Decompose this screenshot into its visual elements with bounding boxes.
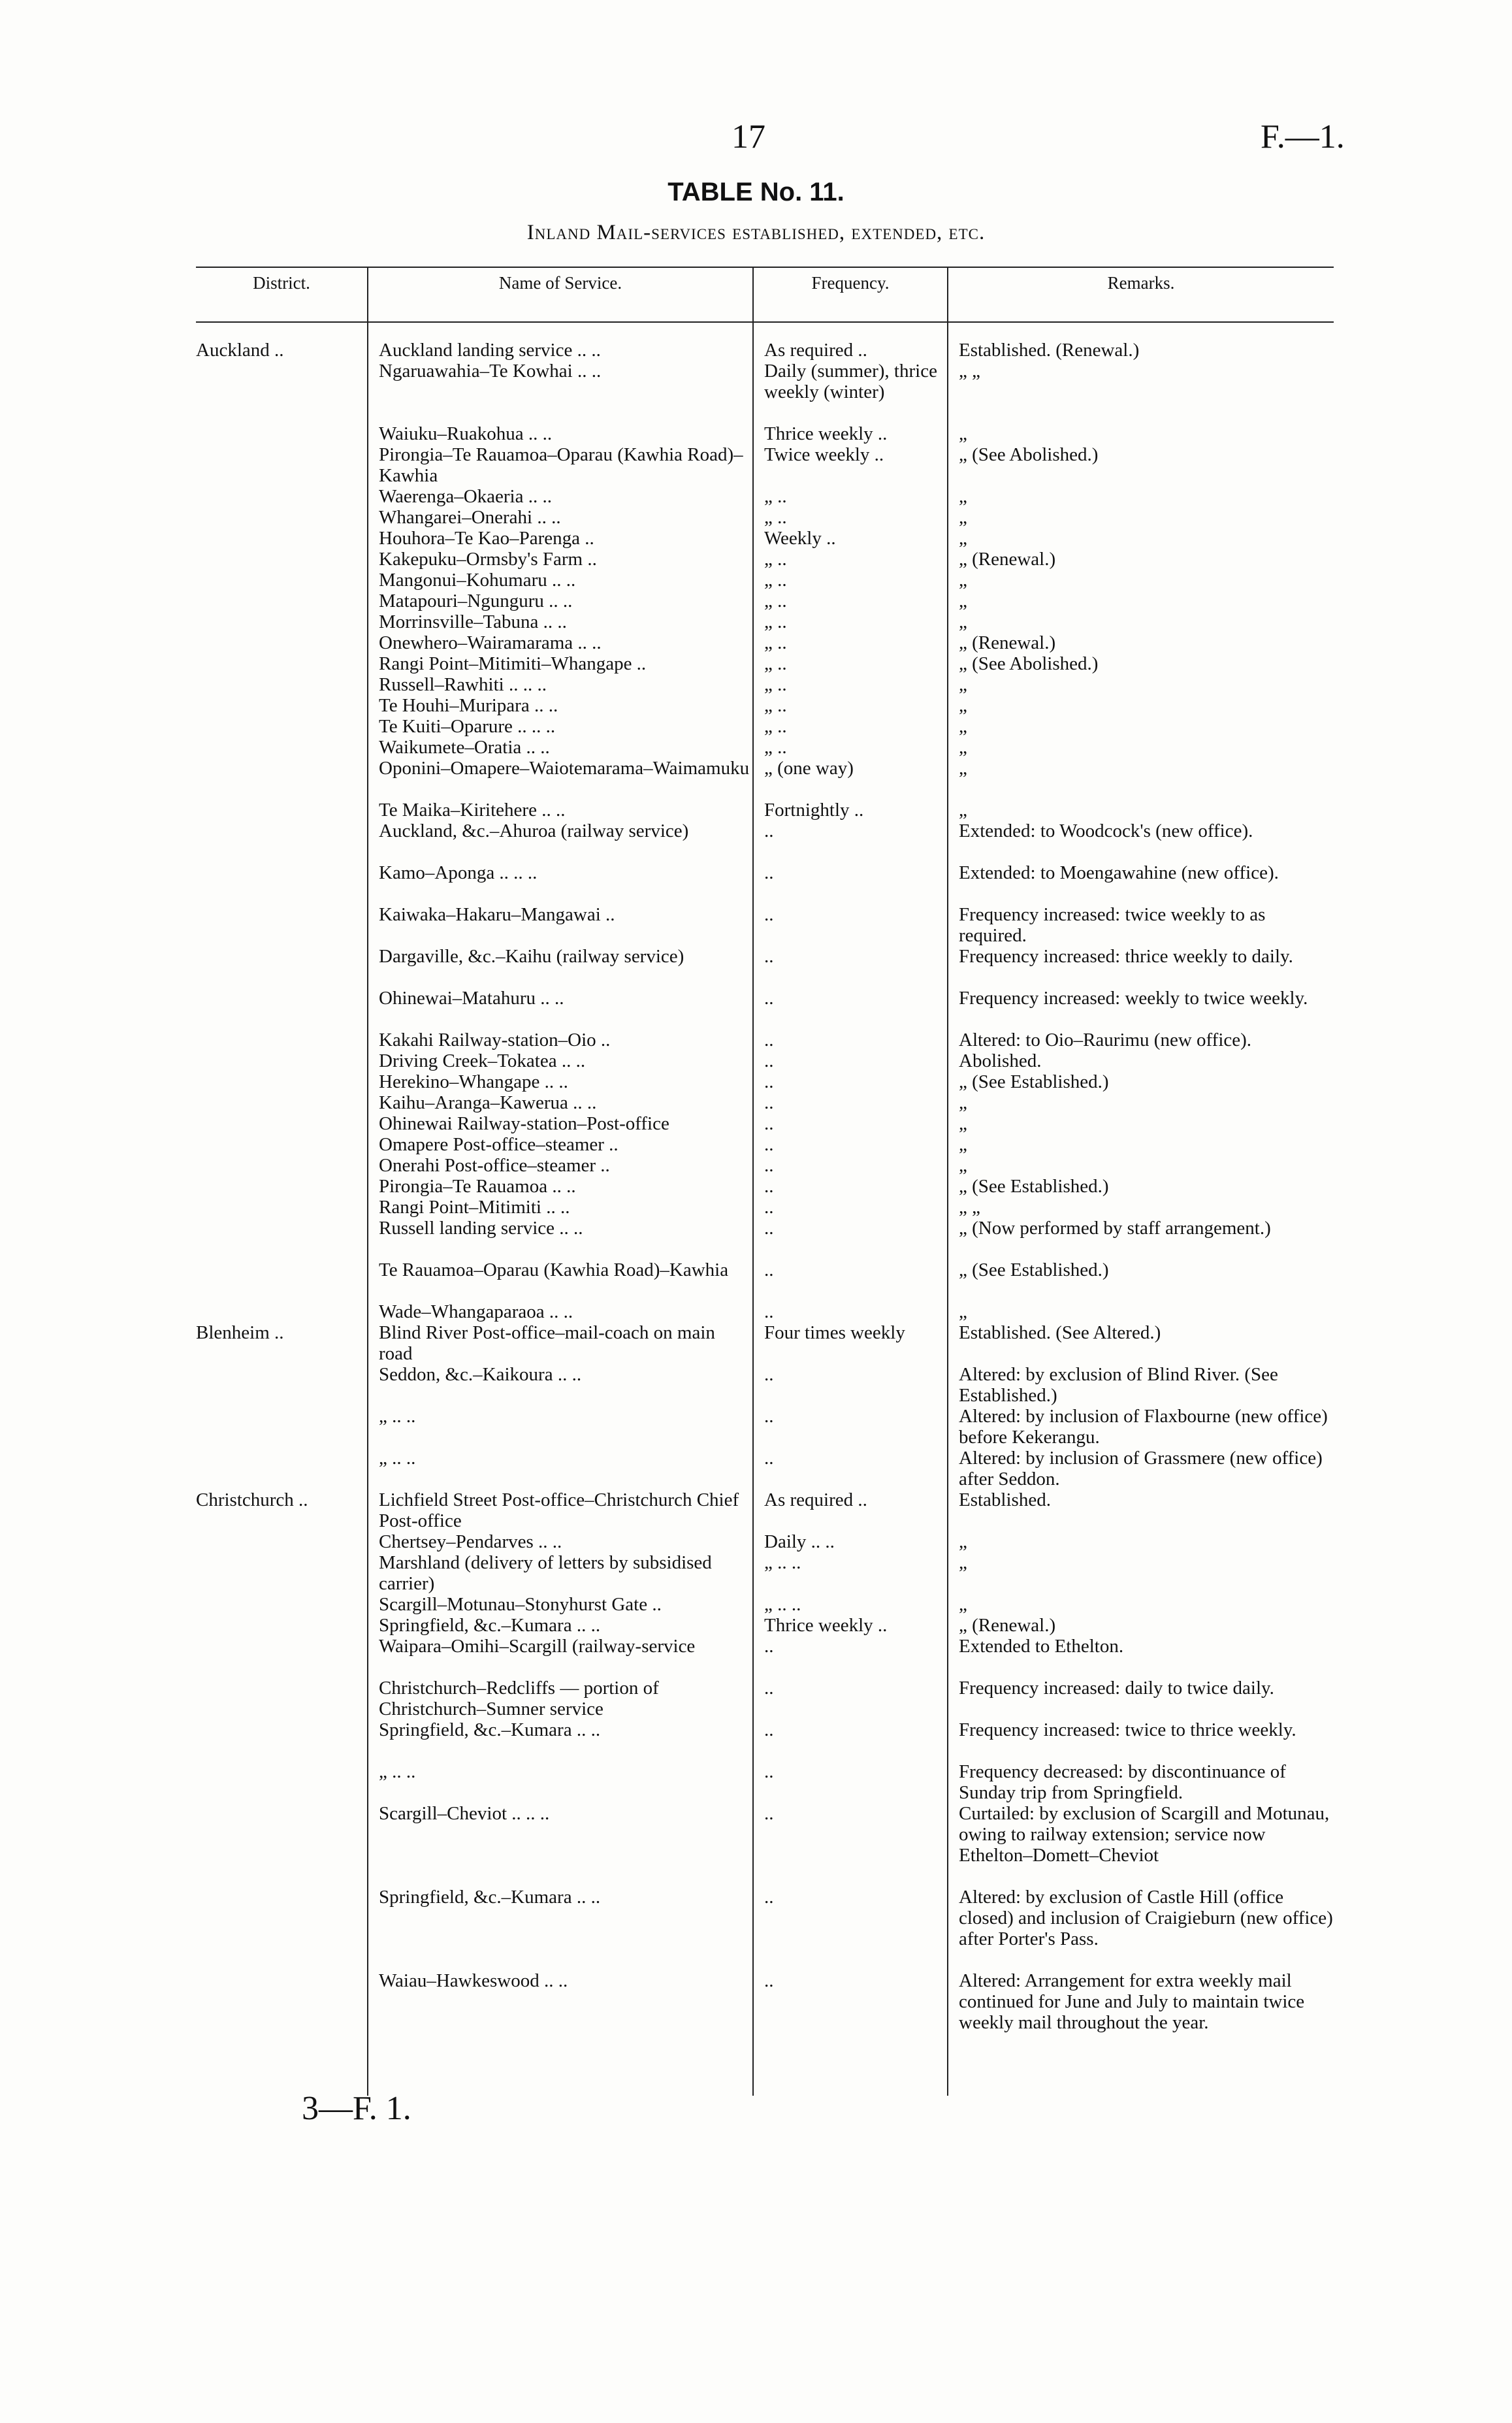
remarks-cell: Curtailed: by exclusion of Scargill and Motunau, owing to railway extension; service now Ethelton–Domett–Cheviot [959, 1803, 1330, 1866]
frequency-cell: As required .. [764, 340, 867, 361]
remarks-cell: „ „ [959, 1197, 980, 1218]
table-row [0, 486, 1512, 507]
frequency-cell: As required .. [764, 1489, 867, 1510]
table-row [0, 444, 1512, 486]
service-cell: Dargaville, &c.–Kaihu (railway service) [379, 946, 684, 967]
service-cell: Waipara–Omihi–Scargill (railway-service [379, 1636, 696, 1657]
table-row [0, 653, 1512, 674]
frequency-cell: .. [764, 1134, 774, 1155]
service-cell: „ .. .. [379, 1761, 416, 1782]
service-cell: Springfield, &c.–Kumara .. .. [379, 1887, 601, 1908]
frequency-cell: .. [764, 1301, 774, 1322]
remarks-cell: „ [959, 1594, 967, 1615]
table-row [0, 570, 1512, 591]
table-row [0, 1113, 1512, 1134]
table-row [0, 946, 1512, 988]
table-row [0, 611, 1512, 632]
frequency-cell: .. [764, 946, 774, 967]
table-row [0, 1197, 1512, 1218]
frequency-cell: Thrice weekly .. [764, 1615, 888, 1636]
service-cell: Te Kuiti–Oparure .. .. .. [379, 716, 556, 737]
remarks-cell: „ [959, 1113, 967, 1134]
service-cell: Rangi Point–Mitimiti–Whangape .. [379, 653, 647, 674]
document-code: F.—1. [1261, 118, 1345, 155]
frequency-cell: „ .. [764, 716, 787, 737]
table-row [0, 674, 1512, 695]
service-cell: Russell landing service .. .. [379, 1218, 583, 1239]
table-row [0, 1092, 1512, 1113]
table-row [0, 528, 1512, 549]
table-row [0, 507, 1512, 528]
service-cell: Oponini–Omapere–Waiotemarama–Waimamuku [379, 758, 750, 779]
service-cell: Marshland (delivery of letters by subsidised carrier) [379, 1552, 712, 1594]
service-cell: Christchurch–Redcliffs — portion of Christchurch–Sumner service [379, 1678, 659, 1719]
table-row [0, 1260, 1512, 1301]
frequency-cell: „ (one way) [764, 758, 854, 779]
service-cell: Onerahi Post-office–steamer .. [379, 1155, 610, 1176]
remarks-cell: „ [959, 758, 967, 779]
service-cell: Kamo–Aponga .. .. .. [379, 862, 538, 883]
frequency-cell: .. [764, 821, 774, 841]
service-cell: Pirongia–Te Rauamoa–Oparau (Kawhia Road)–Kawhia [379, 444, 743, 486]
remarks-cell: „ (See Established.) [959, 1071, 1109, 1092]
table-row [0, 1448, 1512, 1489]
table-row [0, 340, 1512, 361]
frequency-cell: .. [764, 1113, 774, 1134]
table-row [0, 1071, 1512, 1092]
table-row [0, 1594, 1512, 1615]
table-row [0, 716, 1512, 737]
table-row [0, 1531, 1512, 1552]
frequency-cell: „ .. [764, 632, 787, 653]
table-row [0, 1134, 1512, 1155]
footer-signature: 3—F. 1. [302, 2090, 411, 2127]
service-cell: Springfield, &c.–Kumara .. .. [379, 1615, 601, 1636]
service-cell: Rangi Point–Mitimiti .. .. [379, 1197, 570, 1218]
service-cell: Mangonui–Kohumaru .. .. [379, 570, 576, 591]
service-cell: Whangarei–Onerahi .. .. [379, 507, 561, 528]
column-header-service: Name of Service. [498, 273, 622, 293]
service-cell: Matapouri–Ngunguru .. .. [379, 591, 573, 611]
service-cell: Onewhero–Wairamarama .. .. [379, 632, 602, 653]
remarks-cell: Altered: Arrangement for extra weekly mail continued for June and July to maintain twice weekly mail throughout the year. [959, 1970, 1305, 2033]
service-cell: Auckland landing service .. .. [379, 340, 601, 361]
remarks-cell: „ [959, 611, 967, 632]
frequency-cell: .. [764, 1678, 774, 1699]
frequency-cell: „ .. [764, 549, 787, 570]
remarks-cell: Extended to Ethelton. [959, 1636, 1124, 1657]
service-cell: Pirongia–Te Rauamoa .. .. [379, 1176, 576, 1197]
table-subtitle: Inland Mail-services established, extended, etc. [526, 221, 986, 244]
table-row [0, 737, 1512, 758]
remarks-cell: „ [959, 591, 967, 611]
remarks-cell: „ [959, 528, 967, 549]
remarks-cell: „ [959, 423, 967, 444]
frequency-cell: „ .. [764, 591, 787, 611]
remarks-cell: „ [959, 1134, 967, 1155]
frequency-cell: .. [764, 1719, 774, 1740]
frequency-cell: .. [764, 988, 774, 1009]
service-cell: Te Rauamoa–Oparau (Kawhia Road)–Kawhia [379, 1260, 729, 1280]
service-cell: Scargill–Motunau–Stonyhurst Gate .. [379, 1594, 662, 1615]
table-row [0, 800, 1512, 821]
service-cell: Kaihu–Aranga–Kawerua .. .. [379, 1092, 597, 1113]
frequency-cell: Twice weekly .. [764, 444, 884, 465]
remarks-cell: Frequency increased: twice weekly to as required. [959, 904, 1266, 946]
frequency-cell: „ .. [764, 611, 787, 632]
table-row [0, 988, 1512, 1030]
table-row [0, 632, 1512, 653]
frequency-cell: .. [764, 1761, 774, 1782]
service-cell: Russell–Rawhiti .. .. .. [379, 674, 547, 695]
service-cell: Ngaruawahia–Te Kowhai .. .. [379, 361, 602, 382]
remarks-cell: „ „ [959, 361, 980, 382]
table-title: TABLE No. 11. [668, 178, 844, 206]
frequency-cell: .. [764, 1050, 774, 1071]
remarks-cell: „ [959, 486, 967, 507]
remarks-cell: Extended: to Woodcock's (new office). [959, 821, 1253, 841]
frequency-cell: .. [764, 1260, 774, 1280]
remarks-cell: „ (See Abolished.) [959, 444, 1099, 465]
frequency-cell: .. [764, 1071, 774, 1092]
service-cell: Lichfield Street Post-office–Christchurch Chief Post-office [379, 1489, 739, 1531]
service-cell: Kakepuku–Ormsby's Farm .. [379, 549, 597, 570]
service-cell: Te Maika–Kiritehere .. .. [379, 800, 566, 821]
remarks-cell: „ [959, 674, 967, 695]
frequency-cell: .. [764, 904, 774, 925]
table-row [0, 1301, 1512, 1322]
frequency-cell: „ .. [764, 570, 787, 591]
remarks-cell: „ [959, 1301, 967, 1322]
frequency-cell: „ .. [764, 674, 787, 695]
district-cell: Christchurch .. [196, 1489, 308, 1510]
frequency-cell: Daily .. .. [764, 1531, 835, 1552]
remarks-cell: „ (See Established.) [959, 1176, 1109, 1197]
frequency-cell: Daily (summer), thrice weekly (winter) [764, 361, 937, 402]
service-cell: Seddon, &c.–Kaikoura .. .. [379, 1364, 582, 1385]
frequency-cell: Four times weekly [764, 1322, 905, 1343]
service-cell: Waikumete–Oratia .. .. [379, 737, 550, 758]
table-row [0, 591, 1512, 611]
remarks-cell: Established. (Renewal.) [959, 340, 1140, 361]
table-row [0, 549, 1512, 570]
remarks-cell: „ (See Abolished.) [959, 653, 1099, 674]
frequency-cell: .. [764, 1155, 774, 1176]
table-row [0, 862, 1512, 904]
table-row [0, 1615, 1512, 1636]
remarks-cell: „ [959, 695, 967, 716]
table-row [0, 1489, 1512, 1531]
service-cell: Wade–Whangaparaoa .. .. [379, 1301, 573, 1322]
column-header-remarks: Remarks. [1107, 273, 1175, 293]
service-cell: Waerenga–Okaeria .. .. [379, 486, 552, 507]
remarks-cell: Frequency decreased: by discontinuance of Sunday trip from Springfield. [959, 1761, 1286, 1803]
table-row [0, 1322, 1512, 1364]
table-row [0, 1176, 1512, 1197]
remarks-cell: „ [959, 1092, 967, 1113]
frequency-cell: „ .. [764, 695, 787, 716]
frequency-cell: .. [764, 1030, 774, 1050]
remarks-cell: Altered: by exclusion of Blind River. (See Established.) [959, 1364, 1278, 1406]
remarks-cell: „ [959, 716, 967, 737]
frequency-cell: Thrice weekly .. [764, 423, 888, 444]
column-header-district: District. [253, 273, 310, 293]
remarks-cell: Established. [959, 1489, 1051, 1510]
remarks-cell: Frequency increased: daily to twice daily. [959, 1678, 1274, 1699]
table-row [0, 1406, 1512, 1448]
frequency-cell: „ .. .. [764, 1552, 801, 1573]
table-row [0, 1761, 1512, 1803]
service-cell: Waiau–Hawkeswood .. .. [379, 1970, 568, 1991]
table-row [0, 1552, 1512, 1594]
remarks-cell: „ (Renewal.) [959, 549, 1056, 570]
service-cell: Kaiwaka–Hakaru–Mangawai .. [379, 904, 615, 925]
remarks-cell: Altered: by inclusion of Grassmere (new office) after Seddon. [959, 1448, 1323, 1489]
table-row [0, 1678, 1512, 1719]
remarks-cell: „ [959, 570, 967, 591]
remarks-cell: Abolished. [959, 1050, 1042, 1071]
table-row [0, 1887, 1512, 1970]
table-row [0, 821, 1512, 862]
remarks-cell: Extended: to Moengawahine (new office). [959, 862, 1279, 883]
table-row [0, 361, 1512, 423]
table-row [0, 1030, 1512, 1050]
service-cell: Ohinewai–Matahuru .. .. [379, 988, 564, 1009]
service-cell: Driving Creek–Tokatea .. .. [379, 1050, 586, 1071]
frequency-cell: .. [764, 1218, 774, 1239]
table-header [0, 273, 1512, 306]
table-body [0, 340, 1512, 2054]
table-row [0, 1636, 1512, 1678]
remarks-cell: „ [959, 1155, 967, 1176]
table-row [0, 1719, 1512, 1761]
service-cell: Te Houhi–Muripara .. .. [379, 695, 558, 716]
service-cell: Morrinsville–Tabuna .. .. [379, 611, 567, 632]
remarks-cell: Altered: by inclusion of Flaxbourne (new office) before Kekerangu. [959, 1406, 1328, 1448]
service-cell: Waiuku–Ruakohua .. .. [379, 423, 553, 444]
service-cell: Ohinewai Railway-station–Post-office [379, 1113, 669, 1134]
remarks-cell: „ [959, 737, 967, 758]
remarks-cell: Frequency increased: thrice weekly to daily. [959, 946, 1293, 967]
remarks-cell: „ [959, 507, 967, 528]
column-header-frequency: Frequency. [811, 273, 890, 293]
frequency-cell: .. [764, 1406, 774, 1427]
service-cell: Kakahi Railway-station–Oio .. [379, 1030, 611, 1050]
table-row [0, 1364, 1512, 1406]
frequency-cell: .. [764, 1636, 774, 1657]
table-row [0, 423, 1512, 444]
frequency-cell: „ .. [764, 653, 787, 674]
service-cell: Houhora–Te Kao–Parenga .. [379, 528, 594, 549]
service-cell: Blind River Post-office–mail-coach on main road [379, 1322, 715, 1364]
frequency-cell: .. [764, 1887, 774, 1908]
remarks-cell: „ (Now performed by staff arrangement.) [959, 1218, 1271, 1239]
service-cell: „ .. .. [379, 1448, 416, 1469]
table-row [0, 1218, 1512, 1260]
frequency-cell: .. [764, 862, 774, 883]
remarks-cell: Frequency increased: twice to thrice weekly. [959, 1719, 1296, 1740]
frequency-cell: „ .. .. [764, 1594, 801, 1615]
service-cell: Springfield, &c.–Kumara .. .. [379, 1719, 601, 1740]
remarks-cell: „ [959, 1531, 967, 1552]
frequency-cell: „ .. [764, 737, 787, 758]
frequency-cell: Weekly .. [764, 528, 836, 549]
frequency-cell: .. [764, 1176, 774, 1197]
table-row [0, 695, 1512, 716]
frequency-cell: „ .. [764, 486, 787, 507]
remarks-cell: Altered: to Oio–Raurimu (new office). [959, 1030, 1252, 1050]
remarks-cell: „ (Renewal.) [959, 1615, 1056, 1636]
frequency-cell: Fortnightly .. [764, 800, 864, 821]
table-row [0, 758, 1512, 800]
frequency-cell: .. [764, 1803, 774, 1824]
frequency-cell: .. [764, 1364, 774, 1385]
frequency-cell: .. [764, 1092, 774, 1113]
service-cell: Auckland, &c.–Ahuroa (railway service) [379, 821, 689, 841]
service-cell: Chertsey–Pendarves .. .. [379, 1531, 562, 1552]
frequency-cell: .. [764, 1448, 774, 1469]
remarks-cell: Altered: by exclusion of Castle Hill (office closed) and inclusion of Craigieburn (new office) after Porter's Pass. [959, 1887, 1333, 1949]
table-row [0, 1970, 1512, 2054]
table-row [0, 904, 1512, 946]
table-row [0, 1050, 1512, 1071]
frequency-cell: .. [764, 1970, 774, 1991]
service-cell: Scargill–Cheviot .. .. .. [379, 1803, 550, 1824]
table-row [0, 1155, 1512, 1176]
remarks-cell: Frequency increased: weekly to twice weekly. [959, 988, 1308, 1009]
frequency-cell: „ .. [764, 507, 787, 528]
remarks-cell: „ [959, 800, 967, 821]
remarks-cell: „ (See Established.) [959, 1260, 1109, 1280]
remarks-cell: „ (Renewal.) [959, 632, 1056, 653]
service-cell: „ .. .. [379, 1406, 416, 1427]
service-cell: Omapere Post-office–steamer .. [379, 1134, 619, 1155]
district-cell: Auckland .. [196, 340, 284, 361]
table-row [0, 1803, 1512, 1887]
service-cell: Herekino–Whangape .. .. [379, 1071, 568, 1092]
remarks-cell: „ [959, 1552, 967, 1573]
district-cell: Blenheim .. [196, 1322, 284, 1343]
remarks-cell: Established. (See Altered.) [959, 1322, 1161, 1343]
page-number: 17 [732, 118, 765, 155]
frequency-cell: .. [764, 1197, 774, 1218]
